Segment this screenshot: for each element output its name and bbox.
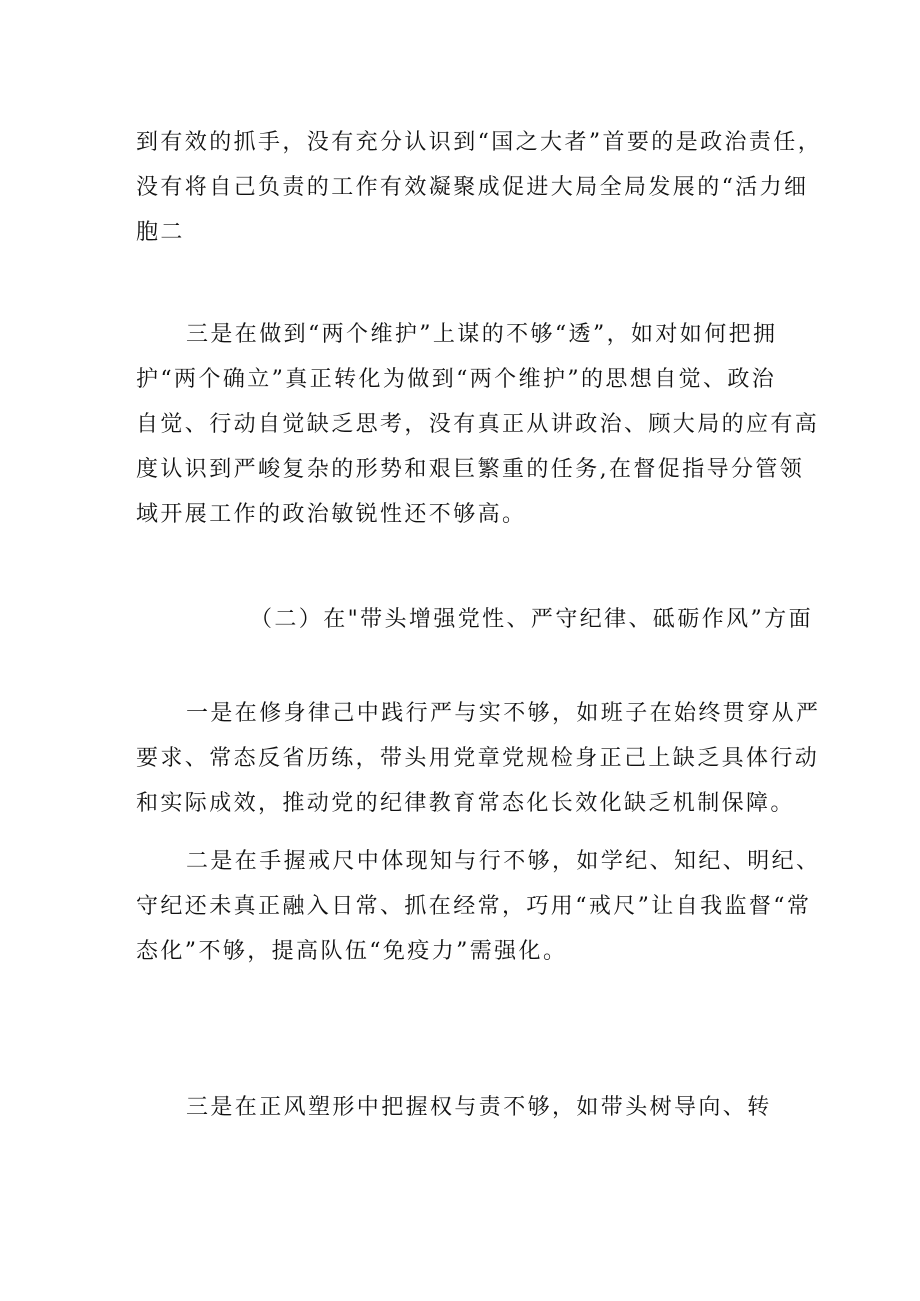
heading-line: （二）在"带头增强党性、严守纪律、砥砺作风”方面 — [250, 607, 813, 632]
text-line: 没有将自己负责的工作有效凝聚成促进大局全局发展的“活力细 — [136, 175, 809, 200]
text-line: 域开展工作的政治敏锐性还不够高。 — [136, 502, 527, 527]
text-line: 三是在正风塑形中把握权与责不够，如带头树导向、转 — [186, 1095, 772, 1120]
text-line: 度认识到严峻复杂的形势和艰巨繁重的任务,在督促指导分管领 — [136, 457, 805, 482]
paragraph-point-three — [136, 312, 820, 537]
text-line: 和实际成效，推动党的纪律教育常态化长效化缺乏机制保障。 — [136, 791, 795, 816]
section-heading — [250, 597, 813, 642]
text-line: 要求、常态反省历练，带头用党章党规检身正己上缺乏具体行动 — [136, 746, 820, 771]
text-line: 三是在做到“两个维护”上谋的不够“透”，如对如何把拥 — [186, 322, 778, 347]
paragraph-point-three-discipline — [136, 1085, 796, 1130]
text-line: 二是在手握戒尺中体现知与行不够，如学纪、知纪、明纪、 — [186, 849, 821, 874]
text-line: 自觉、行动自觉缺乏思考，没有真正从讲政治、顾大局的应有高 — [136, 412, 820, 437]
text-line: 胞二 — [136, 220, 185, 245]
paragraph-point-one — [136, 691, 821, 826]
text-line: 态化”不够，提高队伍“免疫力”需强化。 — [136, 939, 568, 964]
paragraph-continuation — [136, 120, 823, 255]
paragraph-point-two — [136, 839, 821, 974]
text-line: 守纪还未真正融入日常、抓在经常，巧用“戒尺”让自我监督“常 — [136, 894, 812, 919]
text-line: 护“两个确立”真正转化为做到“两个维护”的思想自觉、政治 — [136, 367, 777, 392]
text-line: 到有效的抓手，没有充分认识到“国之大者”首要的是政治责任， — [136, 130, 823, 155]
text-line: 一是在修身律己中践行严与实不够，如班子在始终贯穿从严 — [186, 701, 821, 726]
